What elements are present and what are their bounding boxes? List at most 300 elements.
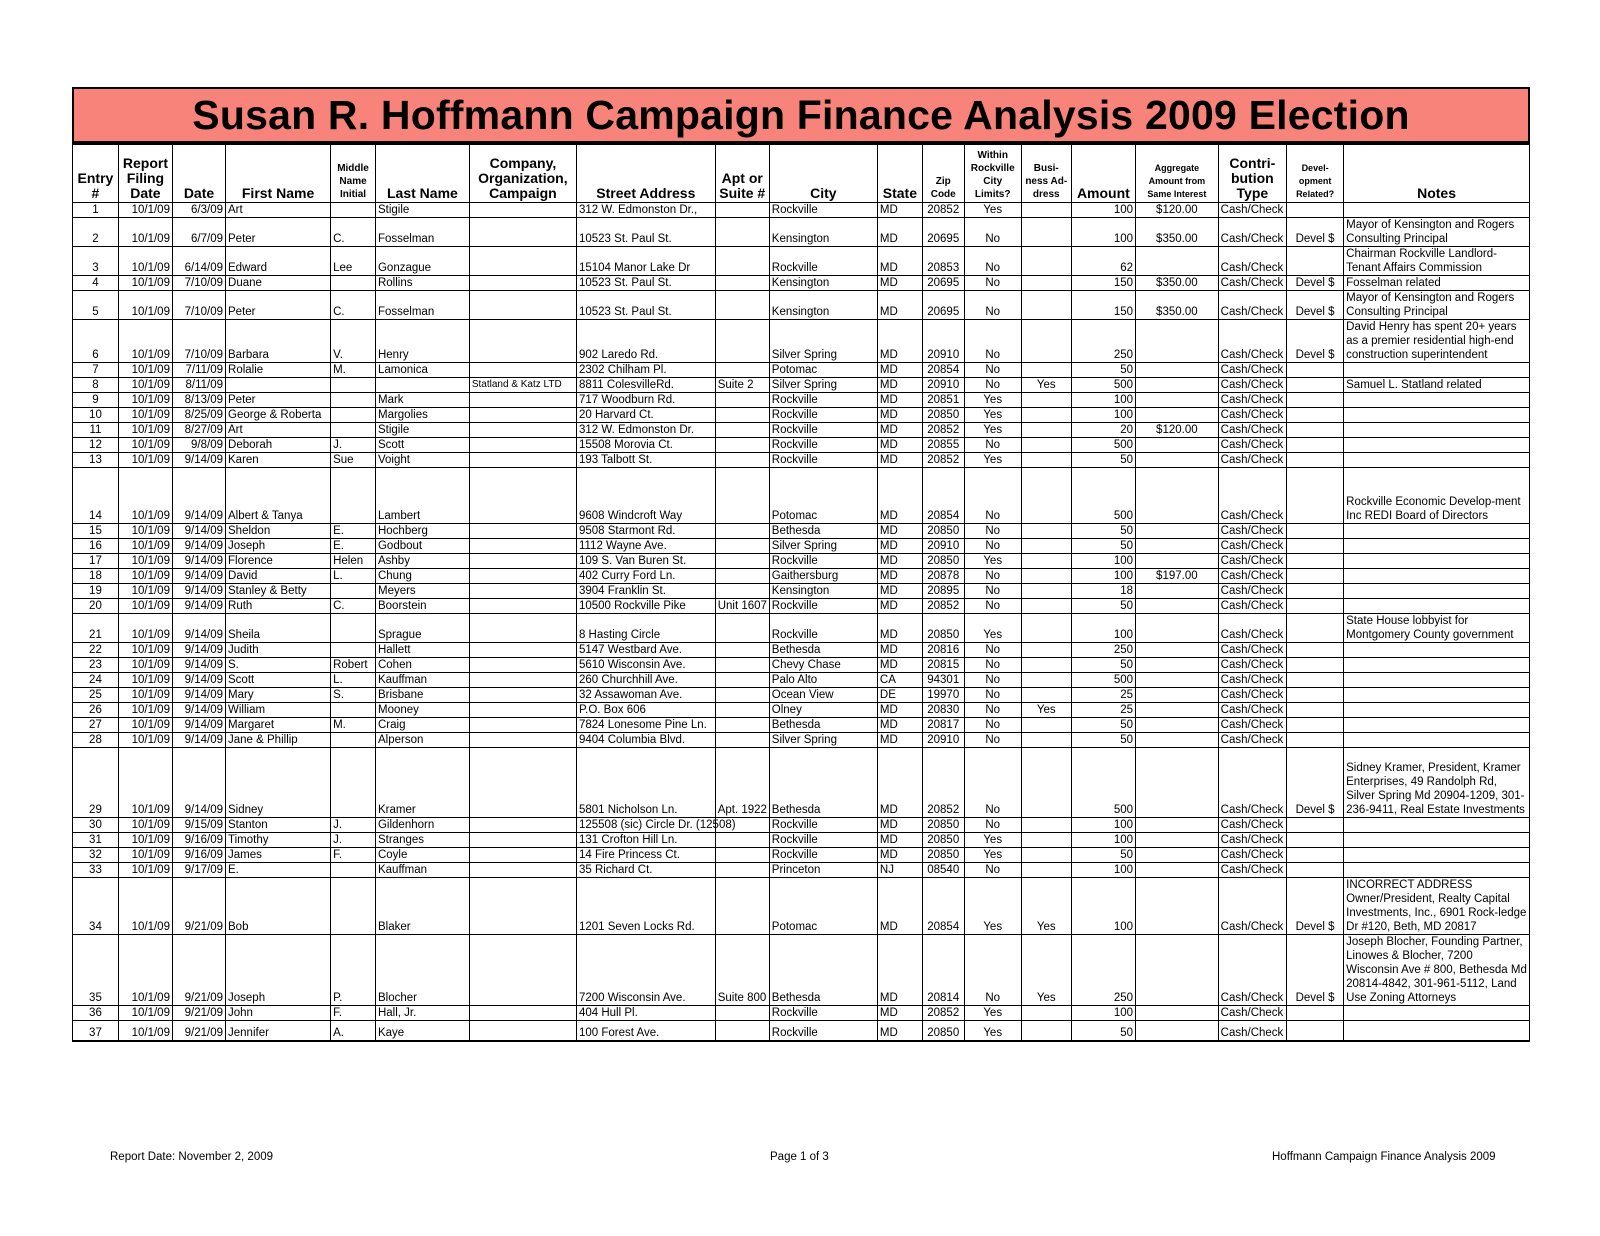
cell-aggregate <box>1136 733 1219 748</box>
cell-state: MD <box>877 218 922 247</box>
cell-within-city: No <box>964 291 1021 320</box>
table-row <box>73 878 1530 935</box>
cell-development <box>1287 438 1344 453</box>
cell-notes: Fosselman related <box>1344 276 1530 291</box>
cell-last-name: Sprague <box>375 614 469 643</box>
cell-city: Rockville <box>769 554 877 569</box>
cell-apt-suite <box>715 453 769 468</box>
cell-state: CA <box>877 673 922 688</box>
cell-entry: 26 <box>73 703 119 718</box>
cell-amount: 100 <box>1071 393 1135 408</box>
cell-business-address <box>1021 247 1071 276</box>
cell-notes: Sidney Kramer, President, Kramer Enterprises, 49 Randolph Rd, Silver Spring Md 20904-1209, 301-236-9411, Real Estate Investments <box>1344 748 1530 818</box>
cell-state: MD <box>877 524 922 539</box>
cell-within-city: Yes <box>964 614 1021 643</box>
cell-contribution-type: Cash/Check <box>1218 599 1286 614</box>
cell-amount: 100 <box>1071 203 1135 218</box>
cell-notes <box>1344 539 1530 554</box>
cell-zip: 20854 <box>922 468 964 524</box>
cell-first-name: Art <box>226 203 331 218</box>
cell-entry: 20 <box>73 599 119 614</box>
cell-filing-date: 10/1/09 <box>118 203 172 218</box>
cell-last-name: Coyle <box>375 848 469 863</box>
cell-middle-initial: E. <box>331 539 376 554</box>
column-header-contribution-type: Contri- bution Type <box>1218 145 1286 203</box>
cell-city: Potomac <box>769 468 877 524</box>
cell-within-city: No <box>964 218 1021 247</box>
cell-contribution-type: Cash/Check <box>1218 848 1286 863</box>
cell-company <box>469 878 576 935</box>
cell-contribution-type: Cash/Check <box>1218 733 1286 748</box>
cell-date: 8/25/09 <box>172 408 225 423</box>
cell-zip: 20850 <box>922 1021 964 1041</box>
cell-company <box>469 703 576 718</box>
cell-within-city: No <box>964 643 1021 658</box>
cell-company <box>469 539 576 554</box>
cell-middle-initial: P. <box>331 935 376 1006</box>
column-header-aggregate: Aggregate Amount from Same Interest <box>1136 145 1219 203</box>
cell-state: MD <box>877 878 922 935</box>
cell-filing-date: 10/1/09 <box>118 703 172 718</box>
cell-contribution-type: Cash/Check <box>1218 673 1286 688</box>
cell-company <box>469 848 576 863</box>
cell-last-name: Henry <box>375 320 469 363</box>
cell-company <box>469 554 576 569</box>
cell-state: MD <box>877 614 922 643</box>
cell-entry: 11 <box>73 423 119 438</box>
cell-middle-initial: J. <box>331 833 376 848</box>
cell-date: 9/14/09 <box>172 584 225 599</box>
cell-development: Devel $ <box>1287 748 1344 818</box>
cell-within-city: Yes <box>964 423 1021 438</box>
cell-entry: 18 <box>73 569 119 584</box>
cell-contribution-type: Cash/Check <box>1218 569 1286 584</box>
cell-zip: 20814 <box>922 935 964 1006</box>
cell-aggregate <box>1136 1021 1219 1041</box>
cell-apt-suite: Suite 2 <box>715 378 769 393</box>
cell-filing-date: 10/1/09 <box>118 539 172 554</box>
cell-entry: 29 <box>73 748 119 818</box>
cell-apt-suite <box>715 203 769 218</box>
cell-entry: 16 <box>73 539 119 554</box>
cell-apt-suite <box>715 584 769 599</box>
cell-development <box>1287 203 1344 218</box>
cell-street-address: 5801 Nicholson Ln. <box>576 748 715 818</box>
cell-notes: State House lobbyist for Montgomery County government <box>1344 614 1530 643</box>
cell-apt-suite <box>715 658 769 673</box>
cell-zip: 20852 <box>922 1006 964 1021</box>
cell-city: Rockville <box>769 599 877 614</box>
cell-entry: 9 <box>73 393 119 408</box>
cell-contribution-type: Cash/Check <box>1218 584 1286 599</box>
cell-middle-initial: Sue <box>331 453 376 468</box>
cell-contribution-type: Cash/Check <box>1218 658 1286 673</box>
cell-contribution-type: Cash/Check <box>1218 643 1286 658</box>
cell-first-name: Joseph <box>226 539 331 554</box>
cell-state: MD <box>877 363 922 378</box>
cell-first-name: Sheldon <box>226 524 331 539</box>
cell-development <box>1287 584 1344 599</box>
cell-zip: 20816 <box>922 643 964 658</box>
cell-business-address <box>1021 818 1071 833</box>
cell-business-address <box>1021 599 1071 614</box>
cell-state: MD <box>877 1021 922 1041</box>
table-row <box>73 1006 1530 1021</box>
cell-within-city: No <box>964 584 1021 599</box>
cell-amount: 500 <box>1071 438 1135 453</box>
cell-last-name: Kauffman <box>375 863 469 878</box>
cell-city: Rockville <box>769 408 877 423</box>
cell-aggregate <box>1136 673 1219 688</box>
cell-middle-initial <box>331 878 376 935</box>
column-header-date: Date <box>172 145 225 203</box>
cell-apt-suite <box>715 643 769 658</box>
cell-filing-date: 10/1/09 <box>118 363 172 378</box>
cell-entry: 15 <box>73 524 119 539</box>
cell-city: Rockville <box>769 423 877 438</box>
cell-state: MD <box>877 599 922 614</box>
cell-within-city: No <box>964 438 1021 453</box>
cell-apt-suite <box>715 393 769 408</box>
table-row <box>73 203 1530 218</box>
cell-zip: 20895 <box>922 584 964 599</box>
cell-street-address: 10523 St. Paul St. <box>576 218 715 247</box>
cell-business-address <box>1021 438 1071 453</box>
cell-city: Potomac <box>769 878 877 935</box>
cell-business-address <box>1021 688 1071 703</box>
cell-street-address: 20 Harvard Ct. <box>576 408 715 423</box>
cell-contribution-type: Cash/Check <box>1218 291 1286 320</box>
cell-development <box>1287 453 1344 468</box>
cell-state: MD <box>877 554 922 569</box>
cell-middle-initial <box>331 748 376 818</box>
cell-last-name: Kramer <box>375 748 469 818</box>
cell-notes <box>1344 453 1530 468</box>
cell-entry: 1 <box>73 203 119 218</box>
cell-development <box>1287 863 1344 878</box>
cell-aggregate <box>1136 599 1219 614</box>
cell-within-city: No <box>964 658 1021 673</box>
cell-last-name: Boorstein <box>375 599 469 614</box>
cell-aggregate: $350.00 <box>1136 291 1219 320</box>
cell-development: Devel $ <box>1287 291 1344 320</box>
cell-aggregate <box>1136 863 1219 878</box>
cell-within-city: No <box>964 818 1021 833</box>
cell-date: 9/16/09 <box>172 848 225 863</box>
table-row <box>73 393 1530 408</box>
cell-street-address: 9608 Windcroft Way <box>576 468 715 524</box>
cell-company <box>469 584 576 599</box>
table-row <box>73 539 1530 554</box>
cell-notes <box>1344 408 1530 423</box>
column-header-amount: Amount <box>1071 145 1135 203</box>
cell-entry: 30 <box>73 818 119 833</box>
cell-middle-initial: L. <box>331 673 376 688</box>
cell-notes <box>1344 673 1530 688</box>
cell-filing-date: 10/1/09 <box>118 320 172 363</box>
cell-last-name: Voight <box>375 453 469 468</box>
cell-within-city: Yes <box>964 1021 1021 1041</box>
header-row <box>73 145 1530 203</box>
cell-within-city: No <box>964 688 1021 703</box>
cell-apt-suite <box>715 833 769 848</box>
cell-company <box>469 408 576 423</box>
table-row <box>73 658 1530 673</box>
cell-first-name: Barbara <box>226 320 331 363</box>
cell-zip: 20855 <box>922 438 964 453</box>
cell-city: Rockville <box>769 818 877 833</box>
cell-development <box>1287 833 1344 848</box>
cell-entry: 28 <box>73 733 119 748</box>
cell-date: 7/11/09 <box>172 363 225 378</box>
cell-company <box>469 748 576 818</box>
cell-state: MD <box>877 468 922 524</box>
cell-business-address <box>1021 833 1071 848</box>
table-row <box>73 320 1530 363</box>
cell-aggregate <box>1136 524 1219 539</box>
cell-filing-date: 10/1/09 <box>118 688 172 703</box>
table-row <box>73 276 1530 291</box>
cell-company <box>469 393 576 408</box>
cell-state: MD <box>877 833 922 848</box>
cell-street-address: 131 Crofton Hill Ln. <box>576 833 715 848</box>
cell-aggregate <box>1136 935 1219 1006</box>
cell-first-name: Margaret <box>226 718 331 733</box>
cell-company <box>469 688 576 703</box>
cell-company <box>469 524 576 539</box>
cell-contribution-type: Cash/Check <box>1218 718 1286 733</box>
cell-first-name: Albert & Tanya <box>226 468 331 524</box>
cell-amount: 100 <box>1071 569 1135 584</box>
cell-company <box>469 658 576 673</box>
cell-contribution-type: Cash/Check <box>1218 423 1286 438</box>
cell-apt-suite: Unit 1607 <box>715 599 769 614</box>
cell-development <box>1287 643 1344 658</box>
cell-within-city: Yes <box>964 554 1021 569</box>
cell-city: Kensington <box>769 276 877 291</box>
cell-city: Potomac <box>769 363 877 378</box>
cell-development <box>1287 599 1344 614</box>
cell-entry: 23 <box>73 658 119 673</box>
cell-contribution-type: Cash/Check <box>1218 554 1286 569</box>
cell-apt-suite <box>715 438 769 453</box>
cell-amount: 50 <box>1071 524 1135 539</box>
cell-state: MD <box>877 291 922 320</box>
cell-aggregate <box>1136 818 1219 833</box>
cell-last-name: Ashby <box>375 554 469 569</box>
cell-within-city: No <box>964 718 1021 733</box>
cell-amount: 100 <box>1071 863 1135 878</box>
cell-state: MD <box>877 584 922 599</box>
cell-contribution-type: Cash/Check <box>1218 276 1286 291</box>
table-row <box>73 408 1530 423</box>
cell-street-address: 5147 Westbard Ave. <box>576 643 715 658</box>
cell-entry: 13 <box>73 453 119 468</box>
cell-development <box>1287 658 1344 673</box>
cell-amount: 25 <box>1071 703 1135 718</box>
table-row <box>73 848 1530 863</box>
cell-filing-date: 10/1/09 <box>118 833 172 848</box>
cell-contribution-type: Cash/Check <box>1218 320 1286 363</box>
cell-business-address <box>1021 733 1071 748</box>
cell-business-address <box>1021 863 1071 878</box>
cell-street-address: 15508 Morovia Ct. <box>576 438 715 453</box>
cell-zip: 20695 <box>922 218 964 247</box>
cell-street-address: 3904 Franklin St. <box>576 584 715 599</box>
cell-amount: 500 <box>1071 748 1135 818</box>
cell-zip: 20817 <box>922 718 964 733</box>
cell-notes <box>1344 423 1530 438</box>
cell-aggregate <box>1136 539 1219 554</box>
cell-contribution-type: Cash/Check <box>1218 393 1286 408</box>
table-row <box>73 703 1530 718</box>
cell-last-name: Scott <box>375 438 469 453</box>
cell-within-city: No <box>964 599 1021 614</box>
cell-business-address <box>1021 203 1071 218</box>
cell-business-address <box>1021 408 1071 423</box>
cell-company <box>469 673 576 688</box>
cell-middle-initial: J. <box>331 818 376 833</box>
table-row <box>73 599 1530 614</box>
cell-middle-initial: F. <box>331 848 376 863</box>
cell-last-name: Godbout <box>375 539 469 554</box>
cell-city: Rockville <box>769 453 877 468</box>
cell-last-name: Lamonica <box>375 363 469 378</box>
cell-company <box>469 935 576 1006</box>
cell-company <box>469 614 576 643</box>
cell-company <box>469 733 576 748</box>
cell-notes <box>1344 718 1530 733</box>
cell-date: 9/14/09 <box>172 599 225 614</box>
cell-street-address: 260 Churchhill Ave. <box>576 673 715 688</box>
cell-amount: 250 <box>1071 320 1135 363</box>
cell-zip: 20815 <box>922 658 964 673</box>
cell-middle-initial: C. <box>331 291 376 320</box>
cell-amount: 500 <box>1071 673 1135 688</box>
cell-business-address <box>1021 291 1071 320</box>
cell-contribution-type: Cash/Check <box>1218 818 1286 833</box>
table-row <box>73 218 1530 247</box>
cell-first-name: Art <box>226 423 331 438</box>
cell-street-address: 1201 Seven Locks Rd. <box>576 878 715 935</box>
cell-street-address: 5610 Wisconsin Ave. <box>576 658 715 673</box>
cell-amount: 100 <box>1071 833 1135 848</box>
cell-street-address: 1112 Wayne Ave. <box>576 539 715 554</box>
cell-filing-date: 10/1/09 <box>118 878 172 935</box>
cell-business-address <box>1021 1021 1071 1041</box>
cell-amount: 100 <box>1071 408 1135 423</box>
cell-apt-suite <box>715 673 769 688</box>
cell-amount: 50 <box>1071 453 1135 468</box>
cell-date: 7/10/09 <box>172 276 225 291</box>
table-row <box>73 584 1530 599</box>
cell-aggregate <box>1136 247 1219 276</box>
column-header-city: City <box>769 145 877 203</box>
cell-street-address: 312 W. Edmonston Dr. <box>576 423 715 438</box>
cell-apt-suite <box>715 423 769 438</box>
cell-business-address <box>1021 1006 1071 1021</box>
cell-street-address: 717 Woodburn Rd. <box>576 393 715 408</box>
cell-street-address: P.O. Box 606 <box>576 703 715 718</box>
cell-city: Rockville <box>769 1006 877 1021</box>
cell-filing-date: 10/1/09 <box>118 453 172 468</box>
cell-within-city: No <box>964 524 1021 539</box>
cell-filing-date: 10/1/09 <box>118 935 172 1006</box>
cell-state: MD <box>877 393 922 408</box>
cell-amount: 500 <box>1071 468 1135 524</box>
cell-aggregate: $197.00 <box>1136 569 1219 584</box>
table-row <box>73 1021 1530 1041</box>
cell-state: MD <box>877 569 922 584</box>
cell-aggregate: $120.00 <box>1136 203 1219 218</box>
cell-business-address: Yes <box>1021 878 1071 935</box>
cell-contribution-type: Cash/Check <box>1218 833 1286 848</box>
cell-aggregate <box>1136 848 1219 863</box>
cell-last-name: Lambert <box>375 468 469 524</box>
cell-state: MD <box>877 733 922 748</box>
cell-contribution-type: Cash/Check <box>1218 878 1286 935</box>
cell-company <box>469 718 576 733</box>
cell-last-name: Meyers <box>375 584 469 599</box>
cell-within-city: Yes <box>964 408 1021 423</box>
cell-middle-initial: E. <box>331 524 376 539</box>
cell-zip: 20852 <box>922 423 964 438</box>
cell-city: Palo Alto <box>769 673 877 688</box>
cell-aggregate <box>1136 1006 1219 1021</box>
cell-notes: Mayor of Kensington and Rogers Consulting Principal <box>1344 291 1530 320</box>
cell-street-address: 312 W. Edmonston Dr., <box>576 203 715 218</box>
cell-filing-date: 10/1/09 <box>118 733 172 748</box>
cell-zip: 20850 <box>922 818 964 833</box>
table-body <box>73 203 1530 1041</box>
cell-state: MD <box>877 658 922 673</box>
cell-first-name: Ruth <box>226 599 331 614</box>
cell-apt-suite <box>715 524 769 539</box>
cell-middle-initial: V. <box>331 320 376 363</box>
cell-contribution-type: Cash/Check <box>1218 1021 1286 1041</box>
cell-apt-suite <box>715 863 769 878</box>
cell-first-name: Bob <box>226 878 331 935</box>
cell-city: Olney <box>769 703 877 718</box>
cell-middle-initial: M. <box>331 718 376 733</box>
cell-middle-initial: Helen <box>331 554 376 569</box>
cell-date: 9/8/09 <box>172 438 225 453</box>
cell-entry: 22 <box>73 643 119 658</box>
cell-company <box>469 569 576 584</box>
cell-contribution-type: Cash/Check <box>1218 935 1286 1006</box>
cell-aggregate: $120.00 <box>1136 423 1219 438</box>
cell-filing-date: 10/1/09 <box>118 438 172 453</box>
cell-street-address: 125508 (sic) Circle Dr. (12508) <box>576 818 715 833</box>
cell-contribution-type: Cash/Check <box>1218 1006 1286 1021</box>
cell-notes: Chairman Rockville Landlord-Tenant Affairs Commission <box>1344 247 1530 276</box>
cell-filing-date: 10/1/09 <box>118 554 172 569</box>
cell-zip: 20850 <box>922 524 964 539</box>
cell-filing-date: 10/1/09 <box>118 614 172 643</box>
cell-aggregate <box>1136 658 1219 673</box>
cell-street-address: 9404 Columbia Blvd. <box>576 733 715 748</box>
cell-business-address <box>1021 218 1071 247</box>
cell-apt-suite <box>715 848 769 863</box>
cell-date: 9/14/09 <box>172 539 225 554</box>
cell-apt-suite <box>715 320 769 363</box>
cell-business-address <box>1021 554 1071 569</box>
cell-last-name: Stranges <box>375 833 469 848</box>
cell-middle-initial: Lee <box>331 247 376 276</box>
cell-last-name: Chung <box>375 569 469 584</box>
cell-street-address: 109 S. Van Buren St. <box>576 554 715 569</box>
cell-city: Silver Spring <box>769 378 877 393</box>
